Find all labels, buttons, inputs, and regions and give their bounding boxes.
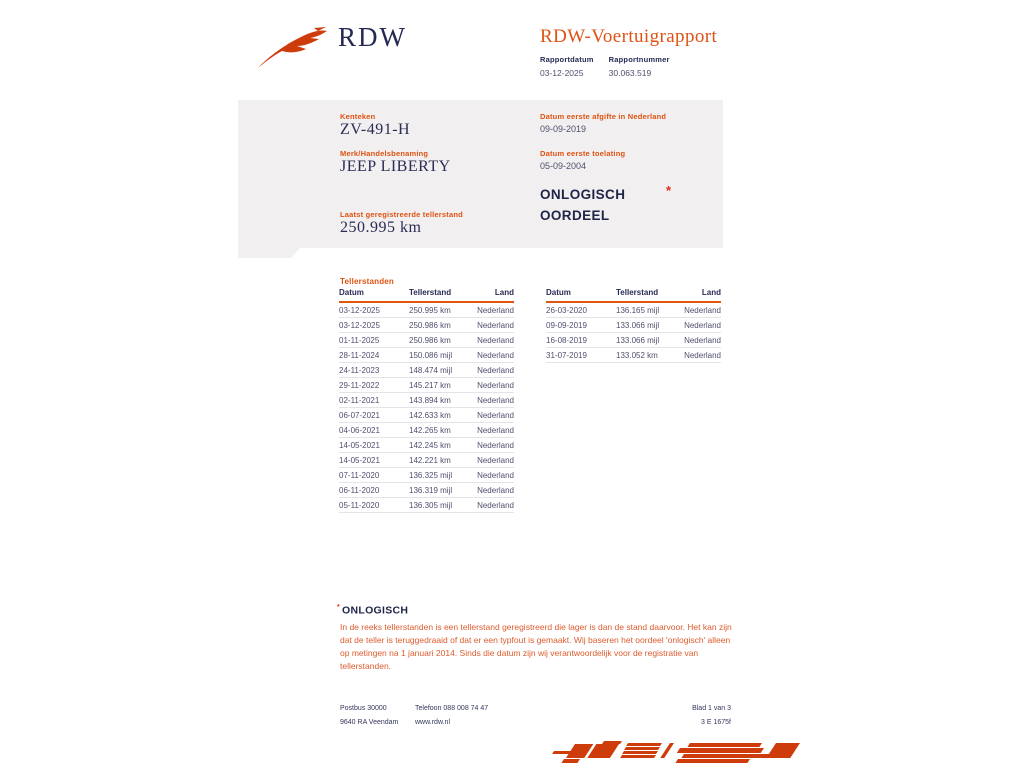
cell-tellerstand: 150.086 mijl [409, 350, 453, 360]
cell-land: Nederland [477, 425, 514, 435]
table-row [339, 348, 514, 363]
tellerstanden-heading: Tellerstanden [340, 277, 395, 286]
table-body [546, 303, 721, 363]
cell-datum: 03-12-2025 [339, 320, 380, 330]
cell-land: Nederland [684, 350, 721, 360]
rdw-feather-logo-icon [256, 25, 336, 70]
cell-land: Nederland [684, 305, 721, 315]
report-date-value: 03-12-2025 [540, 68, 584, 78]
cell-tellerstand: 250.986 km [409, 320, 451, 330]
cell-datum: 03-12-2025 [339, 305, 380, 315]
cell-tellerstand: 142.265 km [409, 425, 451, 435]
cell-land: Nederland [477, 395, 514, 405]
table-row [339, 423, 514, 438]
cell-tellerstand: 143.894 km [409, 395, 451, 405]
table-row [546, 348, 721, 363]
col-header-datum: Datum [339, 288, 364, 297]
vehicle-summary-box [238, 100, 723, 248]
cell-tellerstand: 145.217 km [409, 380, 451, 390]
rdw-logo-text: RDW [338, 22, 407, 52]
eerste-afgifte-label: Datum eerste afgifte in Nederland [540, 112, 667, 121]
table-row [339, 393, 514, 408]
kenteken-value: ZV-491-H [340, 121, 411, 138]
cell-land: Nederland [477, 440, 514, 450]
cell-land: Nederland [477, 305, 514, 315]
tellerstanden-table-right [546, 288, 721, 363]
cell-datum: 01-11-2025 [339, 335, 380, 345]
table-row [339, 453, 514, 468]
table-row [339, 303, 514, 318]
cell-datum: 06-07-2021 [339, 410, 380, 420]
cell-tellerstand: 133.066 mijl [616, 320, 660, 330]
footer-phone: Telefoon 088 008 74 47 [415, 705, 489, 712]
eerste-toelating-value: 05-09-2004 [540, 161, 587, 171]
cell-land: Nederland [477, 380, 514, 390]
cell-datum: 14-05-2021 [339, 440, 380, 450]
cell-land: Nederland [477, 320, 514, 330]
cell-tellerstand: 148.474 mijl [409, 365, 453, 375]
cell-datum: 06-11-2020 [339, 485, 380, 495]
table-row [546, 303, 721, 318]
footer-page-indicator: Blad 1 van 3 [692, 705, 731, 712]
cell-tellerstand: 136.305 mijl [409, 500, 453, 510]
table-header-row [339, 288, 514, 303]
table-row [339, 363, 514, 378]
footer-website-link[interactable]: www.rdw.nl [415, 719, 451, 726]
explanation-heading-text: ONLOGISCH [342, 604, 409, 617]
report-number-value: 30.063.519 [608, 68, 652, 78]
oordeel-line1: ONLOGISCH [540, 187, 626, 202]
cell-tellerstand: 136.165 mijl [616, 305, 660, 315]
tellerstanden-table-left [339, 288, 514, 513]
cell-tellerstand: 133.052 km [616, 350, 658, 360]
cell-land: Nederland [477, 365, 514, 375]
cell-tellerstand: 250.986 km [409, 335, 451, 345]
footer-contact [415, 702, 488, 730]
col-header-land: Land [494, 288, 514, 297]
cell-tellerstand: 142.221 km [409, 455, 451, 465]
kenteken-label: Kenteken [340, 112, 376, 121]
explanation-asterisk: * [337, 604, 341, 611]
cell-datum: 09-09-2019 [546, 320, 587, 330]
report-number-group [609, 55, 670, 78]
laatste-tellerstand-label: Laatst geregistreerde tellerstand [340, 210, 463, 219]
col-header-tellerstand: Tellerstand [409, 288, 452, 297]
decorative-stripes-graphic [548, 735, 804, 767]
cell-datum: 14-05-2021 [339, 455, 380, 465]
table-row [339, 333, 514, 348]
oordeel-asterisk: * [666, 183, 672, 198]
cell-datum: 29-11-2022 [339, 380, 380, 390]
cell-datum: 07-11-2020 [339, 470, 380, 480]
eerste-toelating-label: Datum eerste toelating [540, 149, 626, 158]
document-title: RDW-Voertuigrapport [540, 26, 718, 47]
table-row [339, 378, 514, 393]
cell-tellerstand: 136.319 mijl [409, 485, 453, 495]
cell-land: Nederland [477, 350, 514, 360]
footer-postbus: Postbus 30000 [340, 705, 387, 712]
onlogisch-explanation-body: In de reeks tellerstanden is een tellerstand geregistreerd die lager is dan de stand daarvoor. Het kan zijn dat de teller is teruggedraaid of dat er een typfout is gemaakt. Wij baseren het oordeel 'onlogisch' alleen op metingen na 1 januari 2014. Sinds die datum zijn wij verantwoordelijk voor de registratie van tellerstanden. [340, 622, 732, 671]
cell-land: Nederland [477, 335, 514, 345]
table-header-row [546, 288, 721, 303]
cell-datum: 05-11-2020 [339, 500, 380, 510]
cell-tellerstand: 250.995 km [409, 305, 451, 315]
cell-land: Nederland [477, 455, 514, 465]
footer-page-info [600, 702, 731, 730]
report-meta [540, 55, 685, 78]
table-row [546, 318, 721, 333]
cell-datum: 31-07-2019 [546, 350, 587, 360]
cell-datum: 04-06-2021 [339, 425, 380, 435]
table-row [339, 408, 514, 423]
cell-land: Nederland [684, 320, 721, 330]
report-number-label: Rapportnummer [608, 55, 670, 64]
cell-land: Nederland [477, 410, 514, 420]
table-row [339, 438, 514, 453]
oordeel-line2: OORDEEL [540, 207, 610, 223]
eerste-afgifte-value: 09-09-2019 [540, 124, 587, 134]
cell-tellerstand: 133.066 mijl [616, 335, 660, 345]
table-body [339, 303, 514, 513]
footer-form-code: 3 E 1675f [701, 719, 731, 726]
cell-datum: 24-11-2023 [339, 365, 380, 375]
col-header-tellerstand: Tellerstand [616, 288, 659, 297]
cell-tellerstand: 142.633 km [409, 410, 451, 420]
report-date-group [540, 55, 594, 78]
table-row [339, 483, 514, 498]
cell-datum: 28-11-2024 [339, 350, 380, 360]
merk-value: JEEP LIBERTY [340, 158, 451, 175]
cell-land: Nederland [684, 335, 721, 345]
cell-land: Nederland [477, 470, 514, 480]
cell-datum: 26-03-2020 [546, 305, 587, 315]
merk-label: Merk/Handelsbenaming [340, 149, 429, 158]
table-row [339, 318, 514, 333]
table-row [546, 333, 721, 348]
oordeel-text [540, 185, 625, 226]
cell-tellerstand: 136.325 mijl [409, 470, 453, 480]
table-row [339, 468, 514, 483]
onlogisch-explanation-heading [337, 604, 408, 617]
cell-land: Nederland [477, 500, 514, 510]
col-header-datum: Datum [546, 288, 571, 297]
cell-datum: 16-08-2019 [546, 335, 587, 345]
cell-tellerstand: 142.245 km [409, 440, 451, 450]
footer-address [340, 702, 398, 730]
table-row [339, 498, 514, 513]
laatste-tellerstand-value: 250.995 km [340, 219, 422, 236]
footer-city: 9640 RA Veendam [340, 719, 399, 726]
cell-land: Nederland [477, 485, 514, 495]
cell-datum: 02-11-2021 [339, 395, 380, 405]
col-header-land: Land [701, 288, 721, 297]
report-date-label: Rapportdatum [540, 55, 594, 64]
